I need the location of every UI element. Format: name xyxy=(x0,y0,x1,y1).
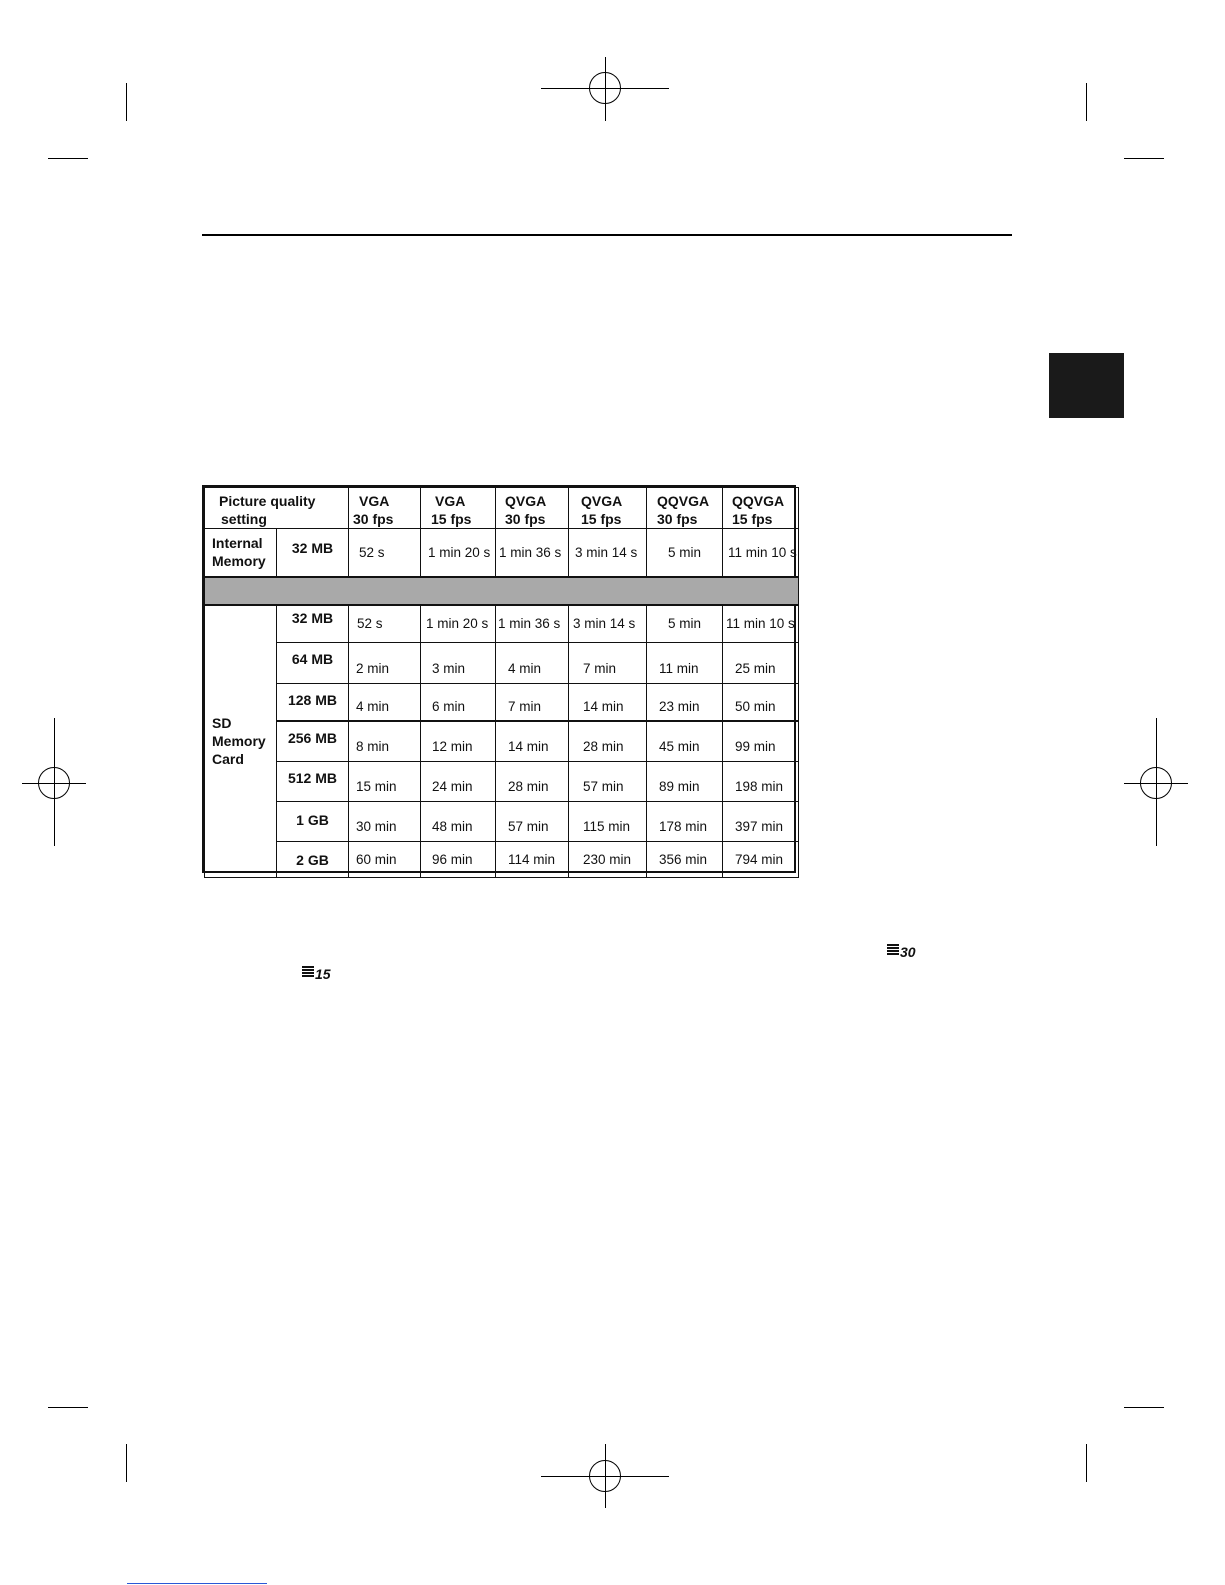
recording-time-grid xyxy=(204,487,799,878)
time-cell: 6 min xyxy=(421,684,496,721)
capacity-cell: 32 MB xyxy=(277,605,349,643)
separator-band-cell xyxy=(205,577,799,605)
header-row xyxy=(205,488,799,529)
group-label-line: Card xyxy=(212,751,244,768)
time-cell: 794 min xyxy=(723,842,799,878)
time-cell: 3 min 14 s xyxy=(569,605,647,643)
group-label-line: Memory xyxy=(212,733,266,750)
header-rule xyxy=(202,234,1012,236)
column-header-format: QVGA xyxy=(505,493,547,509)
internal-memory-label xyxy=(205,529,277,577)
crop-mark xyxy=(1086,1444,1087,1482)
column-header-fps: 30 fps xyxy=(505,511,546,527)
time-cell: 57 min xyxy=(569,762,647,802)
column-header-fps: 30 fps xyxy=(353,511,394,527)
time-cell: 397 min xyxy=(723,802,799,842)
time-cell: 3 min 14 s xyxy=(569,529,647,577)
time-cell: 1 min 20 s xyxy=(421,529,496,577)
time-cell: 1 min 36 s xyxy=(496,529,569,577)
time-cell: 4 min xyxy=(496,643,569,684)
group-label-line: Memory xyxy=(212,553,266,570)
time-cell: 230 min xyxy=(569,842,647,878)
internal-memory-row xyxy=(205,529,799,577)
time-cell: 8 min xyxy=(349,721,421,762)
time-cell: 57 min xyxy=(496,802,569,842)
sd-card-label xyxy=(205,605,277,878)
fps-icon-number: 30 xyxy=(900,944,916,960)
capacity-cell: 128 MB xyxy=(277,684,349,721)
quality-setting-header xyxy=(205,488,349,529)
crop-mark xyxy=(48,158,88,159)
separator-band xyxy=(205,577,799,605)
time-cell: 52 s xyxy=(349,529,421,577)
column-header xyxy=(349,488,421,529)
time-cell: 115 min xyxy=(569,802,647,842)
header-label-line: Picture quality xyxy=(219,493,316,509)
time-cell: 4 min xyxy=(349,684,421,721)
time-cell: 1 min 36 s xyxy=(496,605,569,643)
group-label-line: SD xyxy=(212,715,232,732)
time-cell: 11 min 10 s xyxy=(723,529,799,577)
time-cell: 11 min xyxy=(647,643,723,684)
sd-card-row xyxy=(205,802,799,842)
capacity-cell: 64 MB xyxy=(277,643,349,684)
crop-mark xyxy=(48,1407,88,1408)
sd-card-row xyxy=(205,684,799,721)
crop-mark xyxy=(126,1444,127,1482)
header-label-line: setting xyxy=(221,511,267,527)
column-header xyxy=(723,488,799,529)
column-header-fps: 15 fps xyxy=(581,511,622,527)
time-cell: 89 min xyxy=(647,762,723,802)
time-cell: 114 min xyxy=(496,842,569,878)
time-cell: 12 min xyxy=(421,721,496,762)
time-cell: 48 min xyxy=(421,802,496,842)
registration-mark-circle xyxy=(1140,767,1172,799)
registration-mark-circle xyxy=(589,72,621,104)
time-cell: 23 min xyxy=(647,684,723,721)
time-cell: 96 min xyxy=(421,842,496,878)
capacity-cell: 32 MB xyxy=(277,529,349,577)
time-cell: 60 min xyxy=(349,842,421,878)
column-header-format: QVGA xyxy=(581,493,623,509)
time-cell: 15 min xyxy=(349,762,421,802)
time-cell: 7 min xyxy=(496,684,569,721)
capacity-cell: 1 GB xyxy=(277,802,349,842)
recording-time-table xyxy=(202,485,796,873)
time-cell: 356 min xyxy=(647,842,723,878)
column-header xyxy=(496,488,569,529)
movie-30fps-icon xyxy=(887,944,916,964)
time-cell: 11 min 10 s xyxy=(723,605,799,643)
column-header xyxy=(421,488,496,529)
time-cell: 5 min xyxy=(647,605,723,643)
time-cell: 2 min xyxy=(349,643,421,684)
time-cell: 14 min xyxy=(569,684,647,721)
crop-mark xyxy=(1124,1407,1164,1408)
time-cell: 30 min xyxy=(349,802,421,842)
column-header-fps: 30 fps xyxy=(657,511,698,527)
column-header-format: VGA xyxy=(435,493,466,509)
group-label-line: Internal xyxy=(212,535,263,552)
registration-mark-circle xyxy=(38,767,70,799)
time-cell: 28 min xyxy=(569,721,647,762)
registration-mark-circle xyxy=(589,1460,621,1492)
movie-15fps-icon xyxy=(302,966,331,986)
film-glyph xyxy=(887,944,899,956)
column-header xyxy=(569,488,647,529)
time-cell: 25 min xyxy=(723,643,799,684)
time-cell: 24 min xyxy=(421,762,496,802)
time-cell: 178 min xyxy=(647,802,723,842)
sd-card-row xyxy=(205,605,799,643)
sd-card-row xyxy=(205,721,799,762)
time-cell: 28 min xyxy=(496,762,569,802)
section-tab xyxy=(1049,353,1124,418)
sd-card-row xyxy=(205,643,799,684)
film-glyph xyxy=(302,966,314,978)
time-cell: 99 min xyxy=(723,721,799,762)
time-cell: 52 s xyxy=(349,605,421,643)
time-cell: 14 min xyxy=(496,721,569,762)
crop-mark xyxy=(1086,83,1087,121)
crop-mark xyxy=(126,83,127,121)
column-header-format: VGA xyxy=(359,493,390,509)
capacity-cell: 2 GB xyxy=(277,842,349,878)
capacity-cell: 256 MB xyxy=(277,721,349,762)
sd-card-row xyxy=(205,842,799,878)
fps-icon-number: 15 xyxy=(315,966,331,982)
time-cell: 1 min 20 s xyxy=(421,605,496,643)
sd-card-row xyxy=(205,762,799,802)
time-cell: 5 min xyxy=(647,529,723,577)
time-cell: 50 min xyxy=(723,684,799,721)
column-header xyxy=(647,488,723,529)
time-cell: 198 min xyxy=(723,762,799,802)
column-header-format: QQVGA xyxy=(657,493,710,509)
time-cell: 7 min xyxy=(569,643,647,684)
column-header-format: QQVGA xyxy=(732,493,785,509)
column-header-fps: 15 fps xyxy=(431,511,472,527)
crop-mark xyxy=(1124,158,1164,159)
column-header-fps: 15 fps xyxy=(732,511,773,527)
page-edge-underline xyxy=(127,1583,267,1584)
capacity-cell: 512 MB xyxy=(277,762,349,802)
time-cell: 45 min xyxy=(647,721,723,762)
time-cell: 3 min xyxy=(421,643,496,684)
